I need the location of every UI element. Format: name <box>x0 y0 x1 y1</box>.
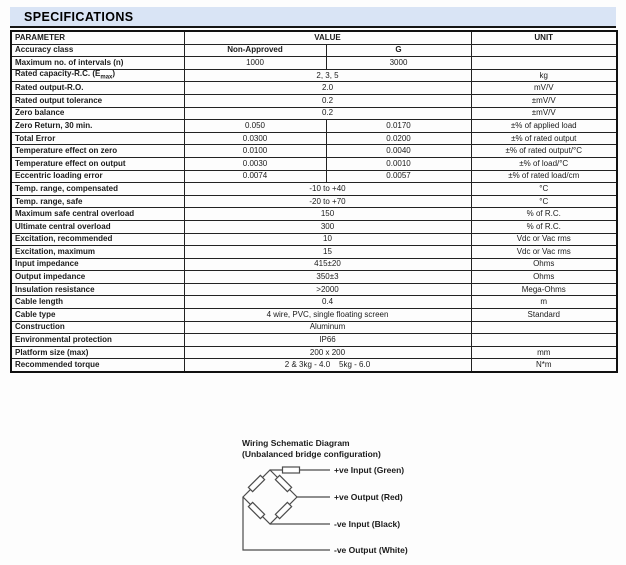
value-g-cell: 0.0200 <box>326 132 471 145</box>
parameter-cell: Cable type <box>11 309 184 322</box>
unit-cell: Ohms <box>471 271 617 284</box>
table-row <box>11 82 617 95</box>
value-cell: 2, 3, 5 <box>184 69 471 82</box>
unit-cell <box>471 321 617 334</box>
table-row <box>11 233 617 246</box>
table-row <box>11 296 617 309</box>
value-cell: IP66 <box>184 334 471 347</box>
unit-cell <box>471 57 617 70</box>
unit-cell <box>471 44 617 57</box>
parameter-cell: Temp. range, safe <box>11 195 184 208</box>
unit-cell: N*m <box>471 359 617 372</box>
unit-cell: mV/V <box>471 82 617 95</box>
value-cell: 0.2 <box>184 107 471 120</box>
label-negative-output: -ve Output (White) <box>334 545 408 555</box>
value-column-header: VALUE <box>184 31 471 44</box>
table-row <box>11 309 617 322</box>
strain-gauge-resistor-icon <box>248 475 264 491</box>
unit-cell: ±mV/V <box>471 94 617 107</box>
bridge-schematic <box>180 432 460 565</box>
unit-cell: Standard <box>471 309 617 322</box>
value-non-approved-cell: 0.0300 <box>184 132 326 145</box>
unit-cell: Vdc or Vac rms <box>471 246 617 259</box>
table-row <box>11 321 617 334</box>
value-cell: -10 to +40 <box>184 183 471 196</box>
unit-cell: % of R.C. <box>471 220 617 233</box>
value-cell: 200 x 200 <box>184 346 471 359</box>
label-negative-input: -ve Input (Black) <box>334 519 401 529</box>
parameter-cell: Zero balance <box>11 107 184 120</box>
unit-cell: ±% of load/°C <box>471 157 617 170</box>
parameter-cell: Cable length <box>11 296 184 309</box>
unit-cell: °C <box>471 183 617 196</box>
parameter-cell: Rated capacity-R.C. $(E_{max})$ <box>11 69 184 82</box>
value-non-approved-cell: Non-Approved <box>184 44 326 57</box>
table-row <box>11 145 617 158</box>
diagram-subtitle: (Unbalanced bridge configuration) <box>242 449 381 459</box>
table-row <box>11 208 617 221</box>
table-row <box>11 170 617 183</box>
table-row <box>11 359 617 372</box>
unit-cell: Ohms <box>471 258 617 271</box>
table-row <box>11 246 617 259</box>
value-g-cell: G <box>326 44 471 57</box>
value-cell: 10 <box>184 233 471 246</box>
parameter-column-header: PARAMETER <box>11 31 184 44</box>
wiring-schematic-diagram <box>180 432 460 565</box>
parameter-cell: Rated output tolerance <box>11 94 184 107</box>
parameter-cell: Eccentric loading error <box>11 170 184 183</box>
table-row <box>11 94 617 107</box>
value-cell: 415±20 <box>184 258 471 271</box>
value-g-cell: 0.0040 <box>326 145 471 158</box>
table-row <box>11 57 617 70</box>
parameter-cell: Excitation, maximum <box>11 246 184 259</box>
value-non-approved-cell: 0.050 <box>184 120 326 133</box>
unit-cell: mm <box>471 346 617 359</box>
value-non-approved-cell: 0.0030 <box>184 157 326 170</box>
parameter-cell: Input impedance <box>11 258 184 271</box>
value-non-approved-cell: 0.0074 <box>184 170 326 183</box>
value-cell: 0.2 <box>184 94 471 107</box>
table-row <box>11 183 617 196</box>
table-row <box>11 69 617 82</box>
parameter-cell: Output impedance <box>11 271 184 284</box>
value-cell: 350±3 <box>184 271 471 284</box>
parameter-cell: Accuracy class <box>11 44 184 57</box>
unit-cell: Vdc or Vac rms <box>471 233 617 246</box>
table-row <box>11 107 617 120</box>
strain-gauge-resistor-icon <box>275 475 291 491</box>
specifications-header <box>10 7 616 28</box>
unit-column-header: UNIT <box>471 31 617 44</box>
bridge-diamond <box>243 470 297 524</box>
unit-cell: ±mV/V <box>471 107 617 120</box>
parameter-cell: Ultimate central overload <box>11 220 184 233</box>
strain-gauge-resistor-icon <box>275 502 291 518</box>
value-cell: >2000 <box>184 283 471 296</box>
table-row <box>11 334 617 347</box>
value-cell: 15 <box>184 246 471 259</box>
table-row <box>11 44 617 57</box>
table-row <box>11 157 617 170</box>
unit-cell: m <box>471 296 617 309</box>
value-cell: 0.4 <box>184 296 471 309</box>
parameter-cell: Zero Return, 30 min. <box>11 120 184 133</box>
parameter-cell: Construction <box>11 321 184 334</box>
unit-cell: ±% of rated load/cm <box>471 170 617 183</box>
strain-gauge-resistor-icon <box>248 502 264 518</box>
table-row <box>11 120 617 133</box>
unit-cell: ±% of rated output/°C <box>471 145 617 158</box>
parameter-cell: Excitation, recommended <box>11 233 184 246</box>
parameter-cell: Rated output-R.O. <box>11 82 184 95</box>
value-cell: -20 to +70 <box>184 195 471 208</box>
value-cell: 150 <box>184 208 471 221</box>
table-header-row <box>11 31 617 44</box>
compensation-resistor-icon <box>283 467 300 473</box>
parameter-cell: Maximum no. of intervals (n) <box>11 57 184 70</box>
parameter-cell: Temperature effect on zero <box>11 145 184 158</box>
unit-cell: ±% of applied load <box>471 120 617 133</box>
table-row <box>11 195 617 208</box>
parameter-cell: Platform size (max) <box>11 346 184 359</box>
parameter-cell: Recommended torque <box>11 359 184 372</box>
unit-cell: ±% of rated output <box>471 132 617 145</box>
parameter-cell: Environmental protection <box>11 334 184 347</box>
unit-cell <box>471 334 617 347</box>
parameter-cell: Total Error <box>11 132 184 145</box>
table-row <box>11 258 617 271</box>
label-positive-input: +ve Input (Green) <box>334 465 405 475</box>
diagram-title: Wiring Schematic Diagram <box>242 438 350 448</box>
unit-cell: Mega-Ohms <box>471 283 617 296</box>
value-g-cell: 0.0057 <box>326 170 471 183</box>
value-cell: 2.0 <box>184 82 471 95</box>
value-cell: Aluminum <box>184 321 471 334</box>
value-cell: 300 <box>184 220 471 233</box>
value-cell: 4 wire, PVC, single floating screen <box>184 309 471 322</box>
unit-cell: °C <box>471 195 617 208</box>
parameter-cell: Temperature effect on output <box>11 157 184 170</box>
label-positive-output: +ve Output (Red) <box>334 492 403 502</box>
spec-table-body <box>11 44 617 372</box>
page-title: SPECIFICATIONS <box>24 9 134 24</box>
specifications-table <box>10 30 618 373</box>
parameter-cell: Insulation resistance <box>11 283 184 296</box>
unit-cell: kg <box>471 69 617 82</box>
table-row <box>11 283 617 296</box>
table-row <box>11 271 617 284</box>
parameter-cell: Temp. range, compensated <box>11 183 184 196</box>
value-non-approved-cell: 1000 <box>184 57 326 70</box>
value-cell: 2 & 3kg - 4.0 5kg - 6.0 <box>184 359 471 372</box>
value-g-cell: 0.0010 <box>326 157 471 170</box>
parameter-cell: Maximum safe central overload <box>11 208 184 221</box>
table-row <box>11 132 617 145</box>
unit-cell: % of R.C. <box>471 208 617 221</box>
value-non-approved-cell: 0.0100 <box>184 145 326 158</box>
table-row <box>11 346 617 359</box>
table-row <box>11 220 617 233</box>
value-g-cell: 3000 <box>326 57 471 70</box>
value-g-cell: 0.0170 <box>326 120 471 133</box>
